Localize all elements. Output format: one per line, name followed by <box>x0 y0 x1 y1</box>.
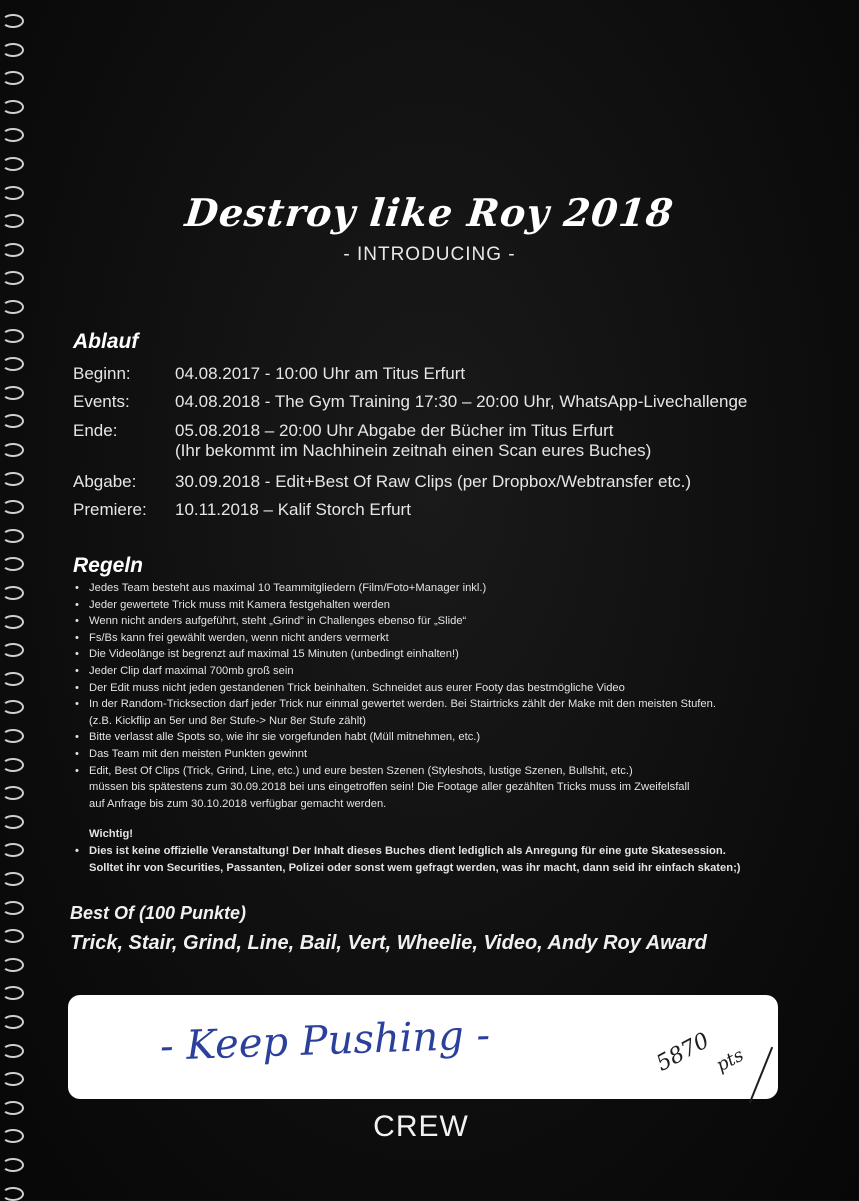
binding-ring <box>2 1072 24 1086</box>
binding-ring <box>2 729 24 743</box>
bullet-icon: • <box>75 747 79 760</box>
rule-text: Jeder gewertete Trick muss mit Kamera festgehalten werden <box>89 598 390 611</box>
binding-ring <box>2 843 24 857</box>
binding-ring <box>2 557 24 571</box>
binding-ring <box>2 100 24 114</box>
binding-ring <box>2 529 24 543</box>
binding-ring <box>2 271 24 285</box>
regeln-heading: Regeln <box>73 554 144 577</box>
binding-ring <box>2 929 24 943</box>
rule-text: Bitte verlasst alle Spots so, wie ihr sie vorgefunden habt (Müll mitnehmen, etc.) <box>89 731 481 744</box>
binding-ring <box>2 901 24 915</box>
bullet-icon: • <box>75 764 79 777</box>
binding-ring <box>2 1187 24 1201</box>
bullet-icon: • <box>75 664 79 677</box>
binding-ring <box>2 357 24 371</box>
important-note-heading: Wichtig! <box>89 828 134 841</box>
spiral-binding <box>0 0 36 1200</box>
binding-ring <box>2 43 24 57</box>
list-item <box>75 696 815 729</box>
rule-text: Jedes Team besteht aus maximal 10 Teammitgliedern (Film/Foto+Manager inkl.) <box>89 582 487 594</box>
page-subtitle: - INTRODUCING - <box>343 244 516 265</box>
bullet-icon: • <box>75 631 79 644</box>
rule-text: Der Edit muss nicht jeden gestandenen Trick beinhalten. Schneidet aus eurer Footy das bestmögliche Video <box>89 681 625 694</box>
binding-ring <box>2 500 24 514</box>
bullet-icon: • <box>75 681 79 694</box>
bullet-icon: • <box>75 615 79 628</box>
page-title: Destroy like Roy 2018 <box>182 190 677 235</box>
binding-ring <box>2 758 24 772</box>
best-of-categories: Trick, Stair, Grind, Line, Bail, Vert, Wheelie, Video, Andy Roy Award <box>70 932 707 954</box>
crew-label: CREW <box>373 1110 469 1143</box>
schedule-value: 30.09.2018 - Edit+Best Of Raw Clips (per Dropbox/Webtransfer etc.) <box>175 472 692 491</box>
binding-ring <box>2 986 24 1000</box>
bullet-icon: • <box>75 598 79 611</box>
bullet-icon: • <box>75 648 79 661</box>
binding-ring <box>2 157 24 171</box>
list-item <box>75 663 815 680</box>
binding-ring <box>2 872 24 886</box>
bullet-icon: • <box>75 844 79 857</box>
schedule-value: 04.08.2017 - 10:00 Uhr am Titus Erfurt <box>175 364 466 383</box>
list-item <box>75 580 815 597</box>
schedule-value: 05.08.2018 – 20:00 Uhr Abgabe der Bücher im Titus Erfurt <box>175 421 614 440</box>
schedule-value-note: (Ihr bekommt im Nachhinein zeitnah einen Scan eures Buches) <box>175 441 652 460</box>
binding-ring <box>2 958 24 972</box>
list-item <box>75 763 815 813</box>
binding-ring <box>2 414 24 428</box>
binding-ring <box>2 1044 24 1058</box>
rule-text: Die Videolänge ist begrenzt auf maximal 15 Minuten (unbedingt einhalten!) <box>89 648 459 661</box>
rule-text-continued: (z.B. Kickflip an 5er und 8er Stufe-> Nur 8er Stufe zählt) <box>89 714 367 727</box>
binding-ring <box>2 472 24 486</box>
binding-ring <box>2 615 24 629</box>
binding-ring <box>2 71 24 85</box>
handwritten-points: 5870 <box>652 1028 714 1077</box>
binding-ring <box>2 643 24 657</box>
rule-text: Das Team mit den meisten Punkten gewinnt <box>89 747 308 760</box>
bullet-icon: • <box>75 731 79 744</box>
best-of-heading: Best Of (100 Punkte) <box>70 903 247 923</box>
list-item <box>75 646 815 663</box>
schedule-value: 10.11.2018 – Kalif Storch Erfurt <box>175 500 411 519</box>
list-item <box>75 613 815 630</box>
schedule-label: Abgabe: <box>73 472 137 491</box>
bullet-icon: • <box>75 698 79 711</box>
handwritten-crew-name: - Keep Pushing - <box>159 1012 491 1070</box>
schedule-label: Events: <box>73 392 130 411</box>
handwritten-points-unit: pts <box>712 1044 748 1077</box>
rule-text: Edit, Best Of Clips (Trick, Grind, Line, etc.) und eure besten Szenen (Styleshots, lustige Szenen, Bullshit, etc.) <box>89 764 633 777</box>
schedule-label: Ende: <box>73 421 118 440</box>
important-note-line: Solltet ihr von Securities, Passanten, Polizei oder sonst wem gefragt werden, was ihr macht, dann seid ihr einfach skaten;) <box>89 861 741 874</box>
binding-ring <box>2 443 24 457</box>
binding-ring <box>2 786 24 800</box>
binding-ring <box>2 672 24 686</box>
rule-text: Fs/Bs kann frei gewählt werden, wenn nicht anders vermerkt <box>89 631 389 644</box>
rule-text-continued: müssen bis spätestens zum 30.09.2018 bei uns eingetroffen sein! Die Footage aller gezählten Tricks muss im Zweifelsfall <box>89 781 690 794</box>
rules-list <box>75 580 815 876</box>
binding-ring <box>2 815 24 829</box>
list-item <box>75 630 815 647</box>
binding-ring <box>2 386 24 400</box>
binding-ring <box>2 586 24 600</box>
binding-ring <box>2 300 24 314</box>
schedule-label: Beginn: <box>73 364 131 383</box>
binding-ring <box>2 700 24 714</box>
binding-ring <box>2 14 24 28</box>
ablauf-heading: Ablauf <box>73 330 139 353</box>
schedule-label: Premiere: <box>73 500 147 519</box>
binding-ring <box>2 1015 24 1029</box>
rule-text: In der Random-Tricksection darf jeder Trick nur einmal gewertet werden. Bei Stairtricks zählt der Make mit den meisten Stufen. <box>89 698 716 711</box>
rule-text-continued: auf Anfrage bis zum 30.10.2018 verfügbar gemacht werden. <box>89 797 387 810</box>
rule-text: Jeder Clip darf maximal 700mb groß sein <box>89 664 294 677</box>
list-item <box>75 597 815 614</box>
rule-text: Wenn nicht anders aufgeführt, steht „Grind“ in Challenges ebenso für „Slide“ <box>89 615 467 628</box>
list-item <box>75 729 815 746</box>
list-item <box>75 746 815 763</box>
binding-ring <box>2 128 24 142</box>
schedule-value: 04.08.2018 - The Gym Training 17:30 – 20:00 Uhr, WhatsApp-Livechallenge <box>175 392 748 411</box>
binding-ring <box>2 329 24 343</box>
bullet-icon: • <box>75 582 79 594</box>
list-item <box>75 680 815 697</box>
binding-ring <box>2 1158 24 1172</box>
important-note-line: Dies ist keine offizielle Veranstaltung! Der Inhalt dieses Buches dient lediglich als Anregung für eine gute Skatesession. <box>89 844 726 857</box>
important-note <box>75 843 815 876</box>
